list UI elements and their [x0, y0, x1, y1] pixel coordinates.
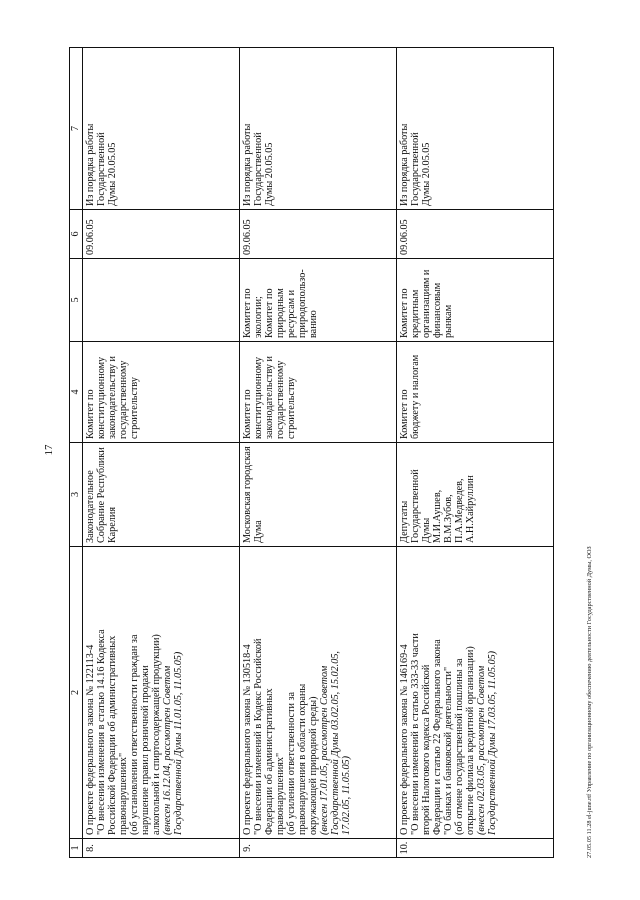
- bill-status-line: Государственной Думы 17.03.05, 11.05.05): [487, 650, 498, 835]
- text-line: Федерации об административных: [264, 688, 275, 835]
- bill-title-cell: [240, 547, 397, 839]
- text-line: окружающей природной среды): [308, 696, 319, 835]
- agenda-table: [69, 47, 554, 858]
- table-row: [240, 48, 397, 858]
- cell-text: 10.: [399, 841, 410, 855]
- table-row: [83, 48, 240, 858]
- text-line: Комитет по: [399, 389, 410, 439]
- footer-note: 27.05.05 11.28 el-june.rtf Управление по организационному обеспечению деятельности Государственной Думы, ООЗ: [586, 546, 593, 858]
- text-line: Российской Федерации об административных: [107, 635, 118, 835]
- initiator-cell: [83, 443, 240, 547]
- text-line: В.М.Зубов,: [443, 494, 454, 543]
- text-line: Федерации и статью 22 Федерального закона: [432, 639, 443, 835]
- bill-status-line: (внесен 02.03.05, рассмотрен Советом: [476, 665, 487, 835]
- text-line: "О внесении изменения в статью 14.16 Кодекса: [96, 629, 107, 835]
- text-line: А.Н.Хайруллин: [465, 475, 476, 543]
- bill-status-line: (внесен 16.12.04, рассмотрен Советом: [162, 665, 173, 835]
- column-header-row: [70, 48, 83, 858]
- text-line: Комитет по: [242, 288, 253, 338]
- text-line: (об усилении ответственности за: [286, 691, 297, 835]
- text-line: (об отмене государственной пошлины за: [454, 658, 465, 835]
- column-header: 2: [70, 547, 83, 839]
- column-header: 3: [70, 443, 83, 547]
- text-line: Думы 20.05.05: [107, 142, 118, 206]
- bill-status-line: Государственной Думы 03.02.05, 15.02.05,: [330, 651, 341, 835]
- text-line: Дума: [253, 520, 264, 543]
- date-cell: [397, 210, 554, 259]
- committee-cell: [397, 342, 554, 443]
- text-line: конституционному: [96, 356, 107, 439]
- text-line: Депутаты: [399, 500, 410, 543]
- initiator-cell: [397, 443, 554, 547]
- text-line: законодательству и: [107, 356, 118, 439]
- page-number: 17: [43, 444, 55, 456]
- row-number-cell: [397, 839, 554, 858]
- text-line: Собрание Республики: [96, 447, 107, 543]
- text-line: Думы: [421, 517, 432, 543]
- column-header: 4: [70, 342, 83, 443]
- text-line: алкогольной и спиртосодержащей продукции): [151, 634, 162, 835]
- column-header: 1: [70, 839, 83, 858]
- text-line: строительству: [286, 377, 297, 439]
- text-line: О проекте федерального закона № 122113-4: [85, 644, 96, 835]
- table-body: [83, 48, 554, 858]
- text-line: Думы 20.05.05: [421, 142, 432, 206]
- initiator-cell: [240, 443, 397, 547]
- column-header: 5: [70, 259, 83, 342]
- bill-status-line: (внесен 17.01.05, рассмотрен Советом: [319, 665, 330, 835]
- row-number-cell: [83, 839, 240, 858]
- bill-title-cell: [397, 547, 554, 839]
- text-line: финансовым: [432, 282, 443, 338]
- text-line: природопользо-: [297, 269, 308, 338]
- cell-text: 9.: [242, 844, 253, 852]
- note-cell: [397, 48, 554, 210]
- text-line: О проекте федерального закона № 130518-4: [242, 644, 253, 835]
- text-line: ресурсам и: [286, 289, 297, 338]
- text-line: кредитным: [410, 289, 421, 338]
- cell-text: 09.06.05: [242, 219, 253, 255]
- co-committee-cell: [83, 259, 240, 342]
- text-line: государственному: [275, 360, 286, 439]
- co-committee-cell: [397, 259, 554, 342]
- text-line: "О банках и банковской деятельности": [443, 666, 454, 835]
- cell-text: 09.06.05: [85, 219, 96, 255]
- text-line: природным: [275, 288, 286, 338]
- text-line: Карелия: [107, 506, 118, 543]
- text-line: конституционному: [253, 356, 264, 439]
- text-line: (об установлении ответственности граждан за: [129, 634, 140, 835]
- text-line: "О внесении изменений в Кодекс Российской: [253, 638, 264, 835]
- cell-text: 8.: [85, 844, 96, 852]
- text-line: Государственной: [410, 132, 421, 206]
- text-line: Думы 20.05.05: [264, 142, 275, 206]
- column-header: 7: [70, 48, 83, 210]
- text-line: правонарушения в области охраны: [297, 683, 308, 835]
- text-line: бюджету и налогам: [410, 354, 421, 439]
- column-header: 6: [70, 210, 83, 259]
- text-line: О проекте федерального закона № 146169-4: [399, 644, 410, 835]
- text-line: Из порядка работы: [242, 123, 253, 206]
- bill-title-cell: [83, 547, 240, 839]
- note-cell: [83, 48, 240, 210]
- text-line: нарушение правил розничной продажи: [140, 665, 151, 835]
- table-row: [397, 48, 554, 858]
- committee-cell: [83, 342, 240, 443]
- text-line: Из порядка работы: [85, 123, 96, 206]
- text-line: Комитет по: [264, 288, 275, 338]
- cell-text: 09.06.05: [399, 219, 410, 255]
- co-committee-cell: [240, 259, 397, 342]
- text-line: М.И.Аушев,: [432, 489, 443, 543]
- text-line: Комитет по: [242, 389, 253, 439]
- text-line: государственному: [118, 360, 129, 439]
- text-line: рынкам: [443, 304, 454, 338]
- text-line: правонарушениях": [118, 752, 129, 835]
- text-line: П.А.Медведев,: [454, 478, 465, 543]
- text-line: открытие филиала кредитной организации): [465, 646, 476, 835]
- text-line: организациям и: [421, 269, 432, 338]
- text-line: Государственной: [410, 469, 421, 543]
- document-page: [40, 17, 600, 883]
- text-line: правонарушениях": [275, 752, 286, 835]
- text-line: Государственной: [253, 132, 264, 206]
- bill-status-line: 17.02.05, 11.05.05): [341, 755, 352, 835]
- text-line: второй Налогового кодекса Российской: [421, 664, 432, 835]
- committee-cell: [240, 342, 397, 443]
- text-line: Московская городская: [242, 446, 253, 543]
- text-line: экологии;: [253, 296, 264, 338]
- text-line: Из порядка работы: [399, 123, 410, 206]
- text-line: законодательству и: [264, 356, 275, 439]
- note-cell: [240, 48, 397, 210]
- text-line: Законодательное: [85, 470, 96, 543]
- text-line: ванию: [308, 310, 319, 338]
- text-line: "О внесении изменений в статью 333-33 части: [410, 633, 421, 835]
- bill-status-line: Государственной Думы 11.01.05, 11.05.05): [173, 651, 184, 835]
- row-number-cell: [240, 839, 397, 858]
- text-line: строительству: [129, 377, 140, 439]
- text-line: Комитет по: [85, 389, 96, 439]
- date-cell: [83, 210, 240, 259]
- text-line: Государственной: [96, 132, 107, 206]
- date-cell: [240, 210, 397, 259]
- text-line: Комитет по: [399, 288, 410, 338]
